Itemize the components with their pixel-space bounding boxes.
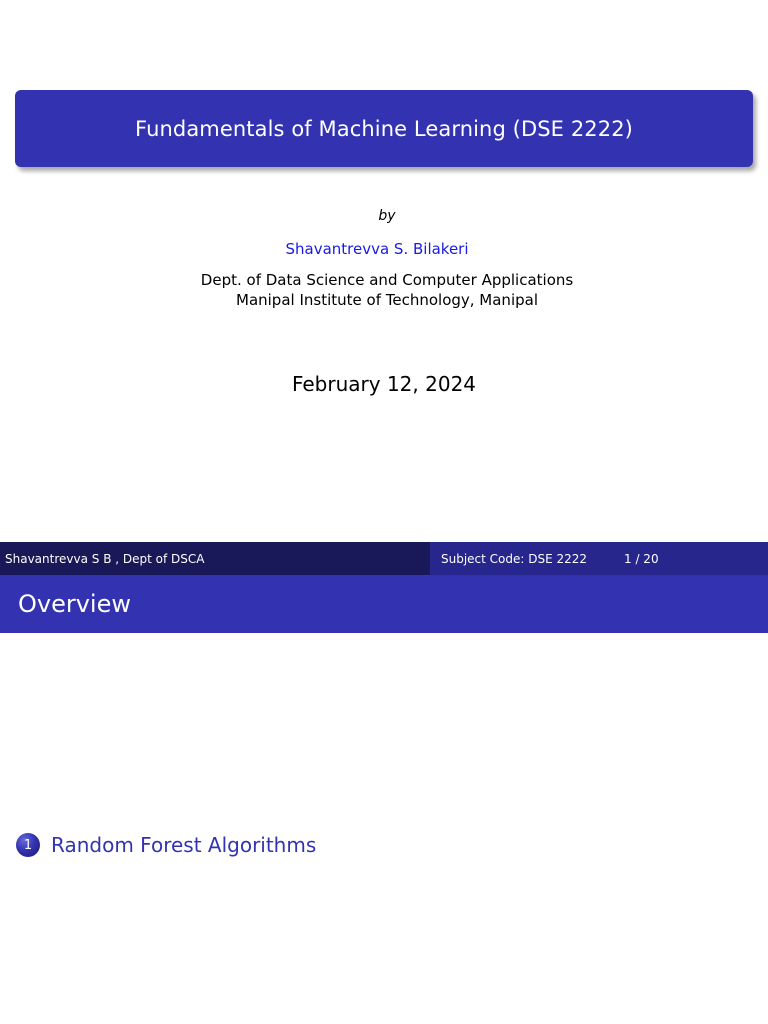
by-label: by (378, 208, 396, 224)
frame-title: Overview (18, 590, 131, 618)
toc-number-ball: 1 (16, 833, 40, 857)
footer-info-section (430, 542, 768, 575)
footer-page-number: 1 / 20 (624, 551, 659, 566)
toc-item-label[interactable]: Random Forest Algorithms (51, 833, 317, 857)
footer-author: Shavantrevva S B , Dept of DSCA (5, 551, 205, 566)
overview-slide (0, 575, 768, 1024)
footer-author-section (0, 542, 430, 575)
presentation-title: Fundamentals of Machine Learning (DSE 2222) (135, 116, 633, 141)
author-name: Shavantrevva S. Bilakeri (285, 240, 469, 258)
frame-title-bar (0, 575, 768, 633)
toc-item[interactable] (16, 833, 316, 857)
affiliation-institute: Manipal Institute of Technology, Manipal (236, 291, 538, 309)
title-banner (15, 90, 753, 167)
presentation-date: February 12, 2024 (291, 372, 477, 396)
footer-subject-code: Subject Code: DSE 2222 (441, 551, 588, 566)
slide-footer (0, 542, 768, 575)
affiliation-department: Dept. of Data Science and Computer Applications (200, 271, 574, 289)
